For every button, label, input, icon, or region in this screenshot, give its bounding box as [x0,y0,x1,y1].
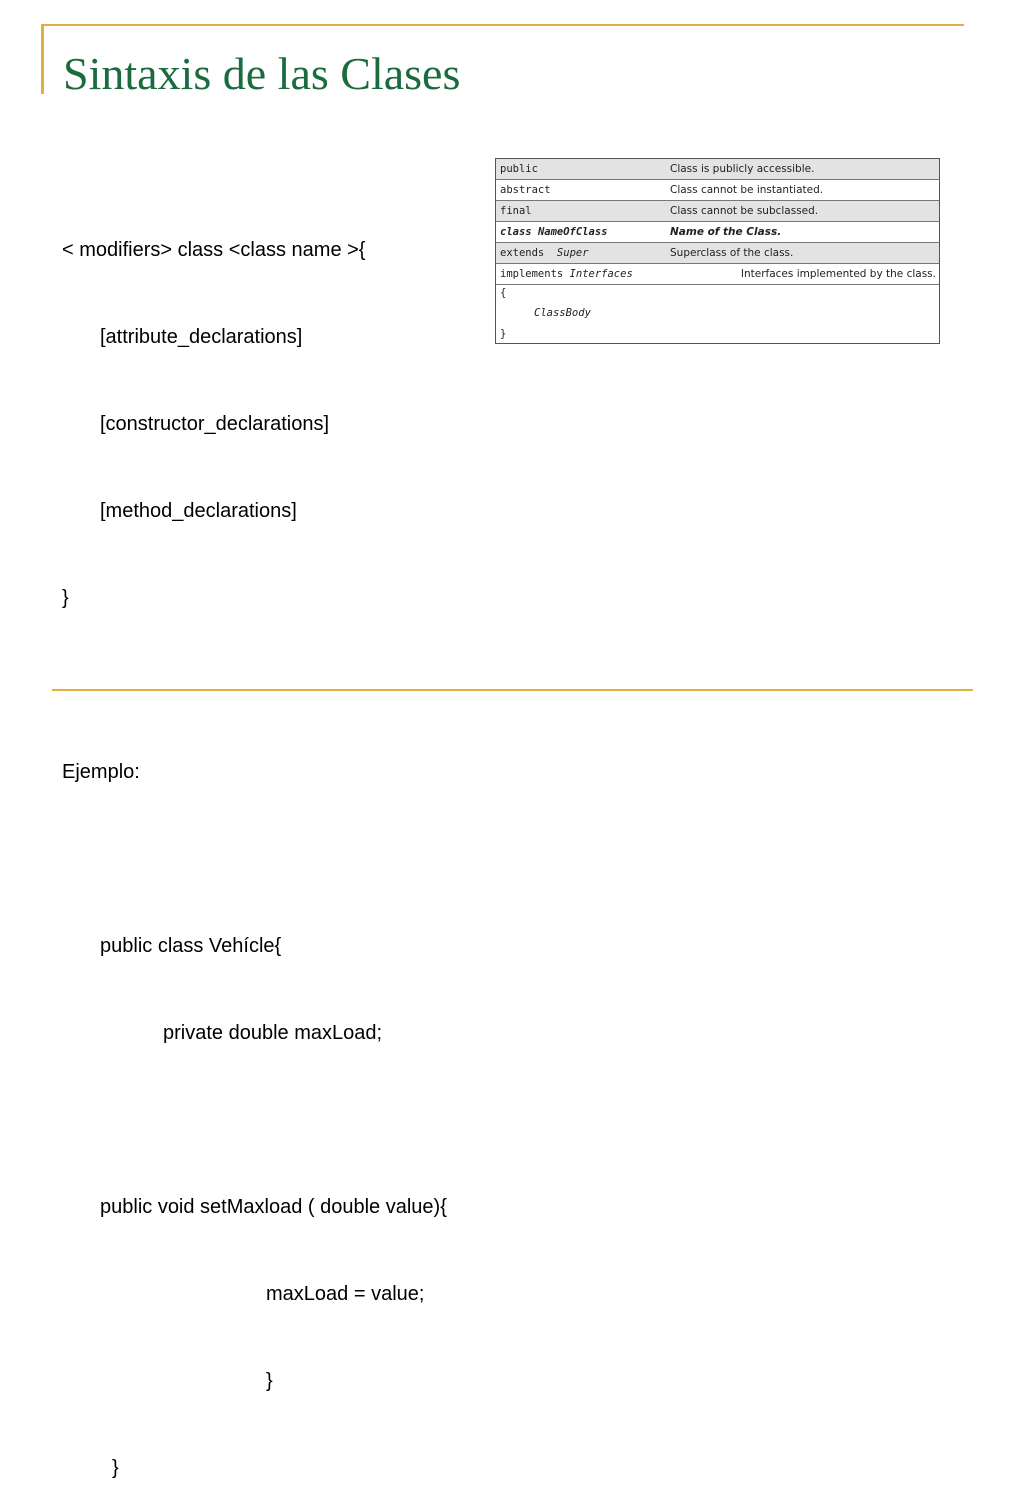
syntax-line-4: [method_declarations] [100,500,297,522]
bottom-accent-line [52,689,973,691]
top-accent-line [41,24,964,26]
table-keyword [496,268,668,280]
example-label: Ejemplo: [62,761,140,783]
class-body-label: ClassBody [534,307,591,319]
table-row [496,201,939,222]
table-description: Class cannot be instantiated. [670,184,824,196]
example-line-4: maxLoad = value; [266,1283,425,1305]
keyword-implements: implements [500,268,564,280]
table-description: Superclass of the class. [670,247,794,259]
blank-line [62,845,447,874]
syntax-line-2: [attribute_declarations] [100,326,303,348]
close-brace: } [500,328,507,340]
keyword-arg: NameOfClass [537,226,608,238]
keyword-extends: extends [500,247,545,259]
table-keyword [496,247,668,259]
table-row [496,264,939,285]
table-row [496,159,939,180]
keyword-arg: Super [556,247,589,259]
slide-title: Sintaxis de las Clases [63,48,461,99]
example-line-2: private double maxLoad; [163,1022,383,1044]
keyword-class: class [500,226,532,238]
table-keyword: final [500,205,532,217]
table-row [496,243,939,264]
table-row [496,180,939,201]
table-description: Interfaces implemented by the class. [740,268,936,280]
table-keyword: abstract [500,184,551,196]
table-keyword: public [500,163,538,175]
table-row [496,222,939,243]
blank-line [62,1106,447,1135]
syntax-line-5: } [62,587,69,609]
open-brace: { [500,287,507,299]
example-line-3: public void setMaxload ( double value){ [100,1196,447,1218]
keyword-arg: Interfaces [569,268,633,280]
class-body-block [496,285,939,343]
syntax-line-3: [constructor_declarations] [100,413,330,435]
left-accent-line [41,26,44,94]
example-line-1: public class Vehícle{ [100,935,282,957]
blank-line [62,671,447,700]
slide-body [62,178,447,1512]
example-line-5: } [266,1370,273,1392]
syntax-line-1: < modifiers> class <class name >{ [62,239,366,261]
table-description: Name of the Class. [670,226,782,238]
table-description: Class cannot be subclassed. [670,205,819,217]
table-description: Class is publicly accessible. [670,163,815,175]
table-keyword [496,226,668,238]
class-syntax-reference-table [495,158,940,344]
example-line-6: } [112,1457,119,1479]
